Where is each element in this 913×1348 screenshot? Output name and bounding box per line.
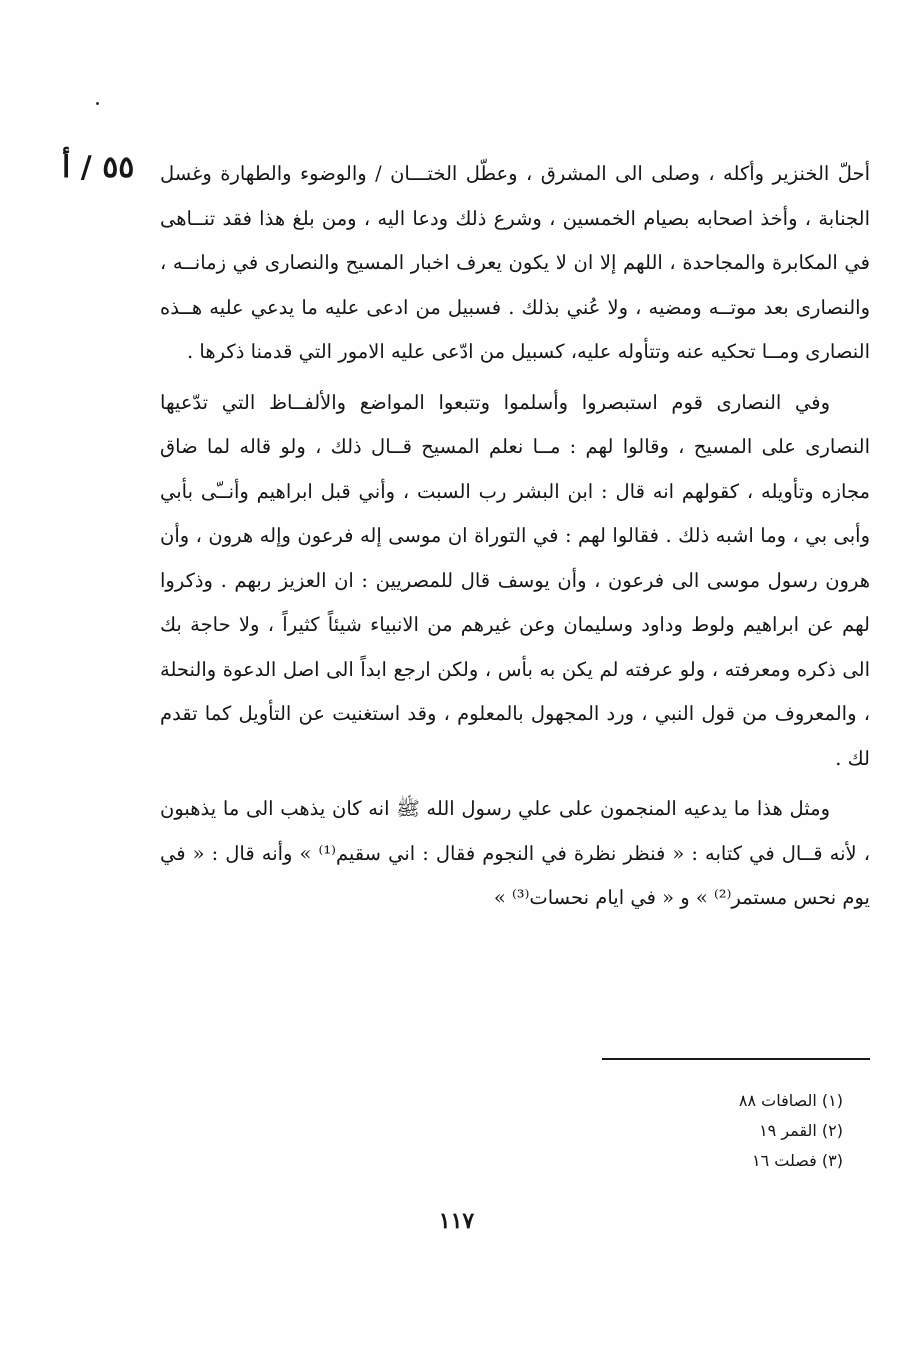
footnote-divider	[602, 1058, 870, 1060]
paragraph-2: وفي النصارى قوم استبصروا وأسلموا وتتبعوا المواضع والألفــاظ التي تدّعيها النصارى على المسيح ، وقالوا لهم : مــا نعلم المسيح قــال ذلك ، ولو قاله لما ضاق مجازه وتأويله ، كقولهم انه قال : ابن البشر رب السبت ، وأني قبل ابراهيم وأنــّى بأبي وأبى بي ، وما اشبه ذلك . فقالوا لهم : في التوراة ان موسى إله فرعون وإله هرون ، وأن هرون رسول موسى الى فرعون ، وأن يوسف قال للمصريين : ان العزيز ربهم . وذكروا لهم عن ابراهيم ولوط وداود وسليمان وعن غيرهم من الانبياء شيئاً كثيراً ، ولا حاجة بك الى ذكره ومعرفته ، ولو عرفته لم يكن به بأس ، ولكن ارجع ابداً الى اصل الدعوة والنحلة ، والمعروف من قول النبي ، ورد المجهول بالمعلوم ، وقد استغنيت عن التأويل كما تقدم لك .	[160, 390, 870, 770]
paragraph-3: ومثل هذا ما يدعيه المنجمون على علي رسول الله ﷺ انه كان يذهب الى ما يذهبون ، لأنه قــال في كتابه : « فنظر نظرة في النجوم فقال : اني سقيم⁽¹⁾ » وأنه قال : « في يوم نحس مستمر⁽²⁾ » و « في ايام نحسات⁽³⁾ »	[160, 797, 870, 909]
paragraph-1: أحلّ الخنزير وأكله ، وصلى الى المشرق ، وعطّل الختـــان / والوضوء والطهارة وغسل الجنابة ، وأخذ اصحابه بصيام الخمسين ، وشرع ذلك ودعا اليه ، ومن بلغ هذا فقد تنــاهى في المكابرة والمجاحدة ، اللهم إلا ان لا يكون يعرف اخبار المسيح والنصارى في زمانــه ، والنصارى بعد موتــه ومضيه ، ولا عُني بذلك . فسبيل من ادعى عليه ما يدعي عليه هــذه النصارى ومــا تحكيه عنه وتتأوله عليه، كسبيل من ادّعى عليه الامور التي قدمنا ذكرها .	[160, 162, 870, 363]
footnote-1: (١) الصافات ٨٨	[738, 1091, 843, 1110]
footnote-2: (٢) القمر ١٩	[759, 1121, 843, 1140]
page-number: ١١٧	[438, 1208, 475, 1234]
main-text	[160, 152, 870, 921]
footnotes	[739, 1086, 843, 1176]
scan-speck	[96, 102, 99, 105]
footnote-3: (٣) فصلت ١٦	[752, 1151, 843, 1170]
margin-folio-reference: ٥٥ / أ	[62, 150, 135, 185]
